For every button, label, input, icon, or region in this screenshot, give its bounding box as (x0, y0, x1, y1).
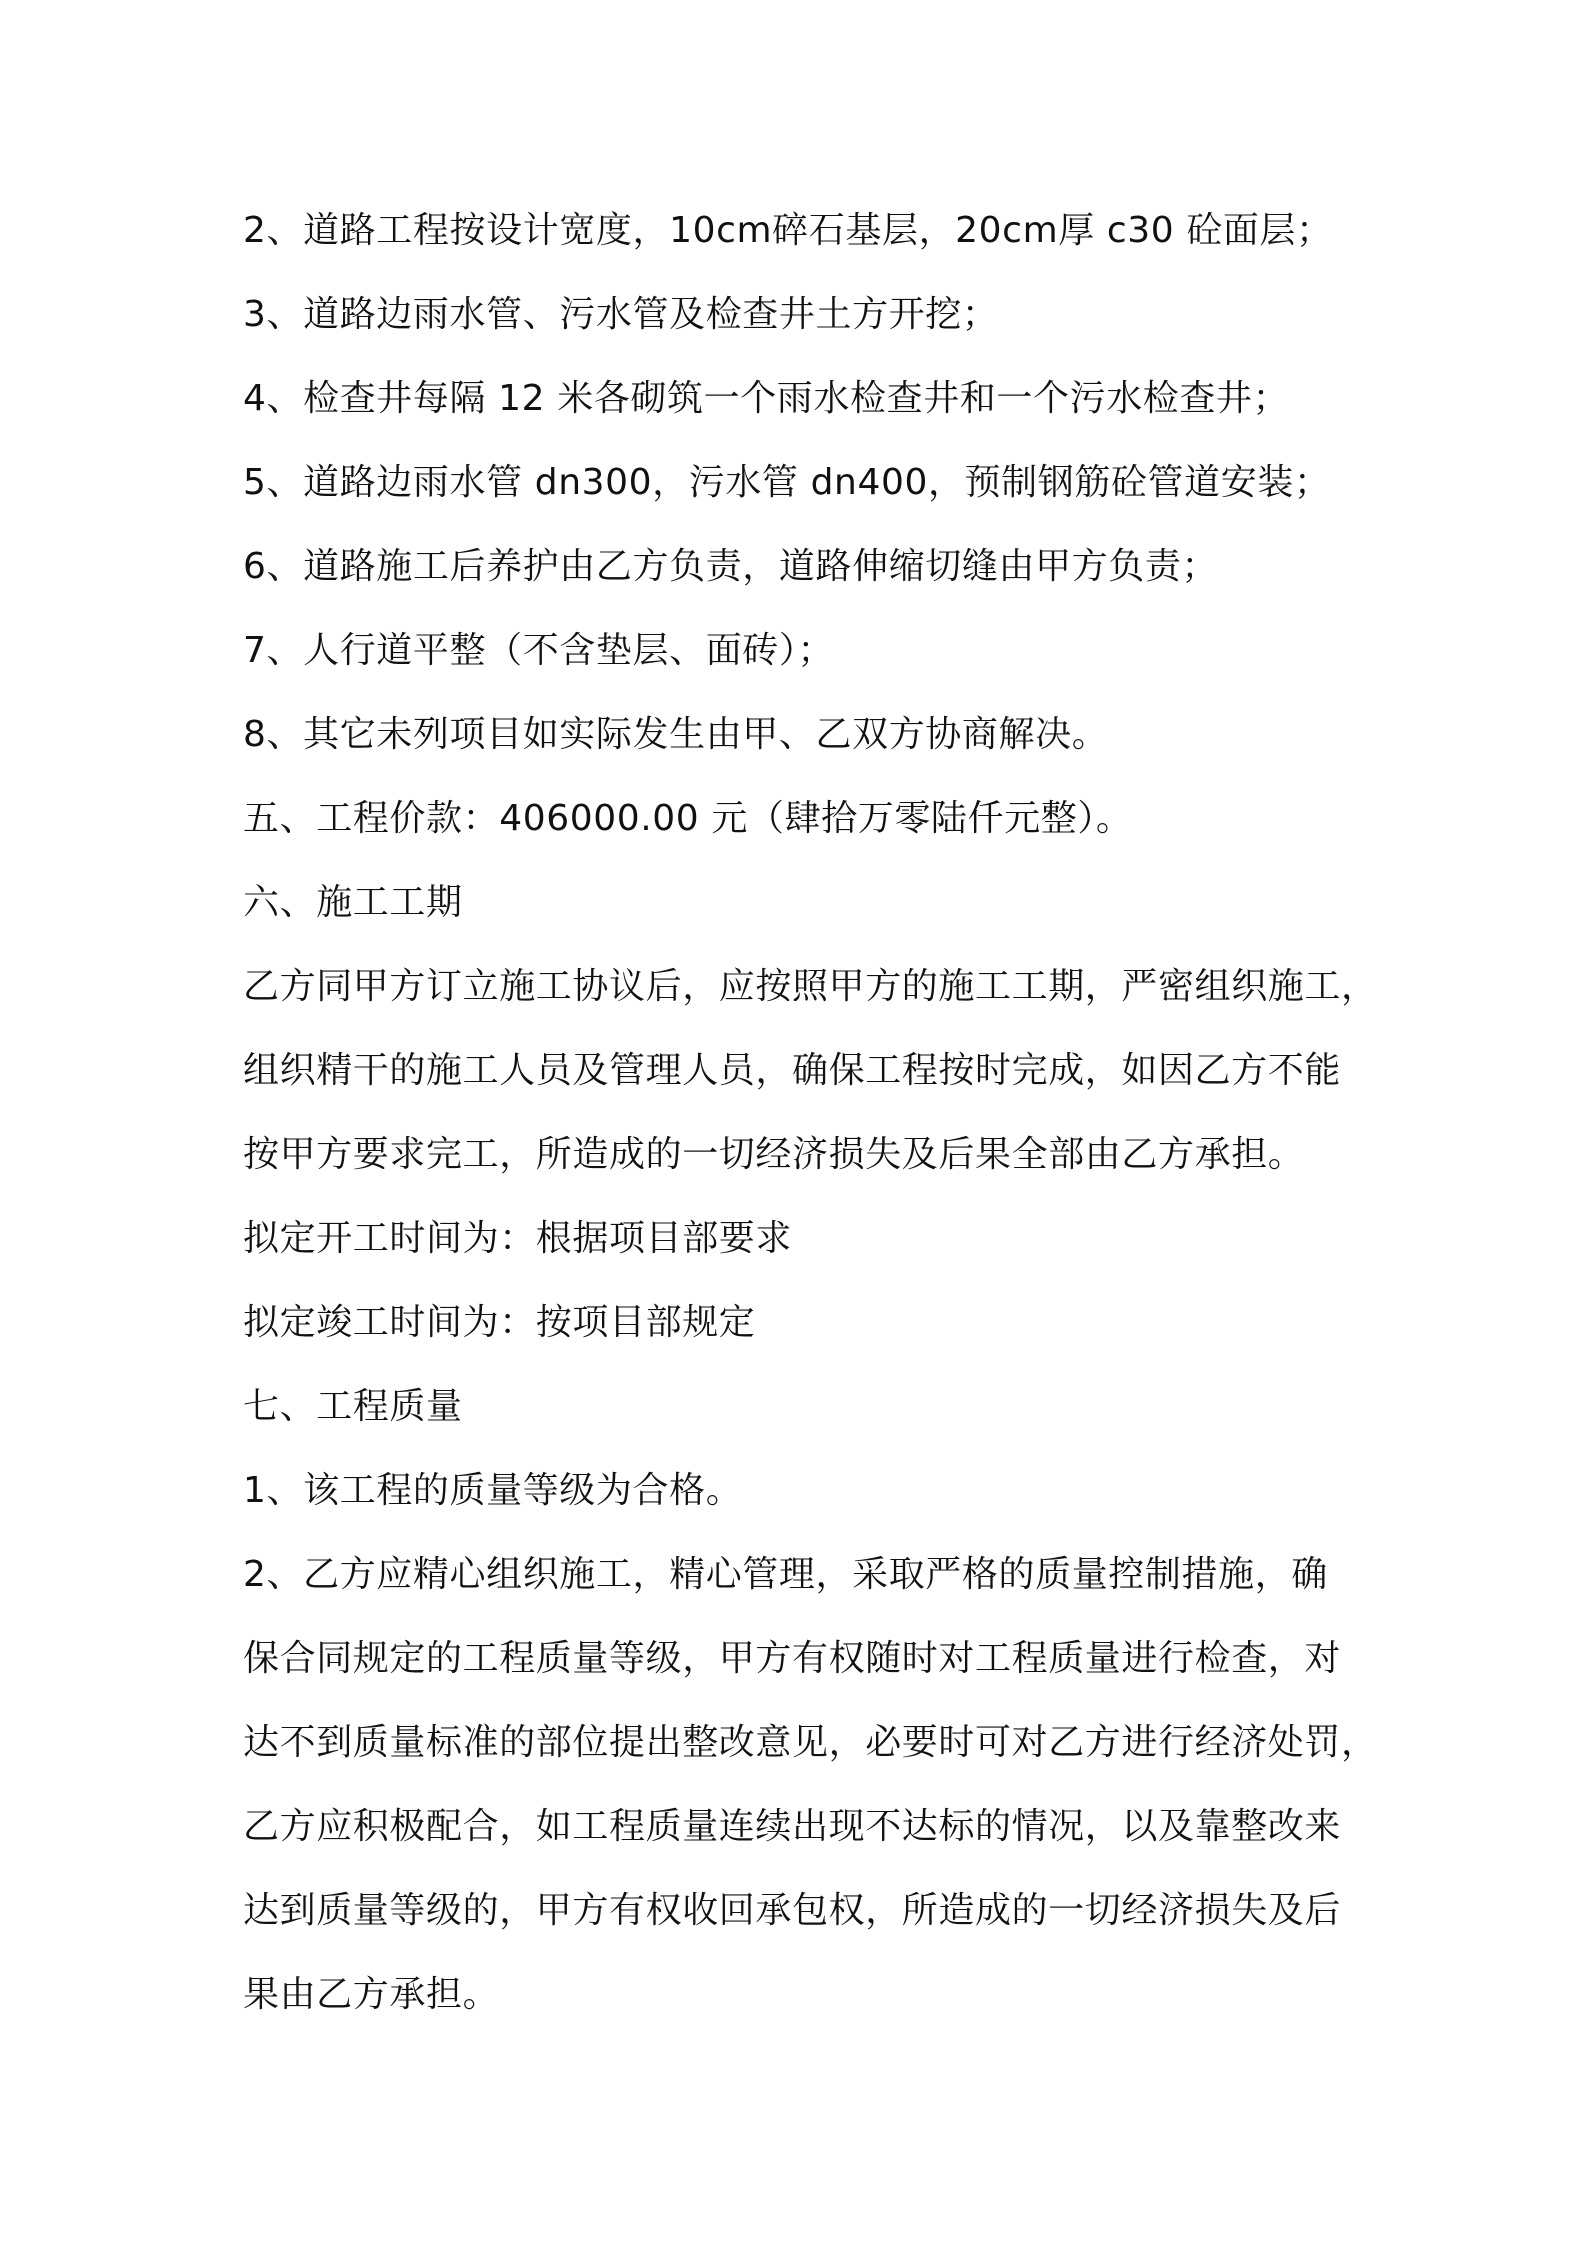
paragraph-line: 达到质量等级的，甲方有权收回承包权，所造成的一切经济损失及后 (243, 1890, 1342, 1931)
section-heading-quality: 七、工程质量 (243, 1386, 463, 1427)
start-date-line: 拟定开工时间为：根据项目部要求 (243, 1218, 793, 1259)
paragraph-line: 组织精干的施工人员及管理人员，确保工程按时完成，如因乙方不能 (243, 1050, 1342, 1091)
section-heading-price: 五、工程价款：406000.00 元（肆拾万零陆仟元整）。 (243, 798, 1133, 839)
completion-date-line: 拟定竣工时间为：按项目部规定 (243, 1302, 756, 1343)
list-item-inspection-wells: 4、检查井每隔 12 米各砌筑一个雨水检查井和一个污水检查井； (243, 378, 1290, 419)
list-item-quality-grade: 1、该工程的质量等级为合格。 (243, 1470, 743, 1511)
paragraph-line: 乙方同甲方订立施工协议后，应按照甲方的施工工期，严密组织施工， (243, 966, 1378, 1007)
list-item-pipe-install: 5、道路边雨水管 dn300，污水管 dn400，预制钢筋砼管道安装； (243, 462, 1331, 503)
paragraph-line: 2、乙方应精心组织施工，精心管理，采取严格的质量控制措施，确 (243, 1554, 1328, 1595)
paragraph-line: 果由乙方承担。 (243, 1974, 500, 2015)
list-item-maintenance: 6、道路施工后养护由乙方负责，道路伸缩切缝由甲方负责； (243, 546, 1219, 587)
list-item-excavation: 3、道路边雨水管、污水管及检查井土方开挖； (243, 294, 999, 335)
list-item-road-width: 2、道路工程按设计宽度，10cm碎石基层，20cm厚 c30 砼面层； (243, 210, 1333, 251)
paragraph-line: 按甲方要求完工，所造成的一切经济损失及后果全部由乙方承担。 (243, 1134, 1305, 1175)
list-item-sidewalk: 7、人行道平整（不含垫层、面砖）； (243, 630, 835, 671)
paragraph-line: 保合同规定的工程质量等级，甲方有权随时对工程质量进行检查，对 (243, 1638, 1342, 1679)
document-body (243, 198, 1383, 2046)
paragraph-line: 达不到质量标准的部位提出整改意见，必要时可对乙方进行经济处罚， (243, 1722, 1378, 1763)
section-heading-schedule: 六、施工工期 (243, 882, 463, 923)
paragraph-line: 乙方应积极配合，如工程质量连续出现不达标的情况，以及靠整改来 (243, 1806, 1342, 1847)
list-item-other-items: 8、其它未列项目如实际发生由甲、乙双方协商解决。 (243, 714, 1109, 755)
